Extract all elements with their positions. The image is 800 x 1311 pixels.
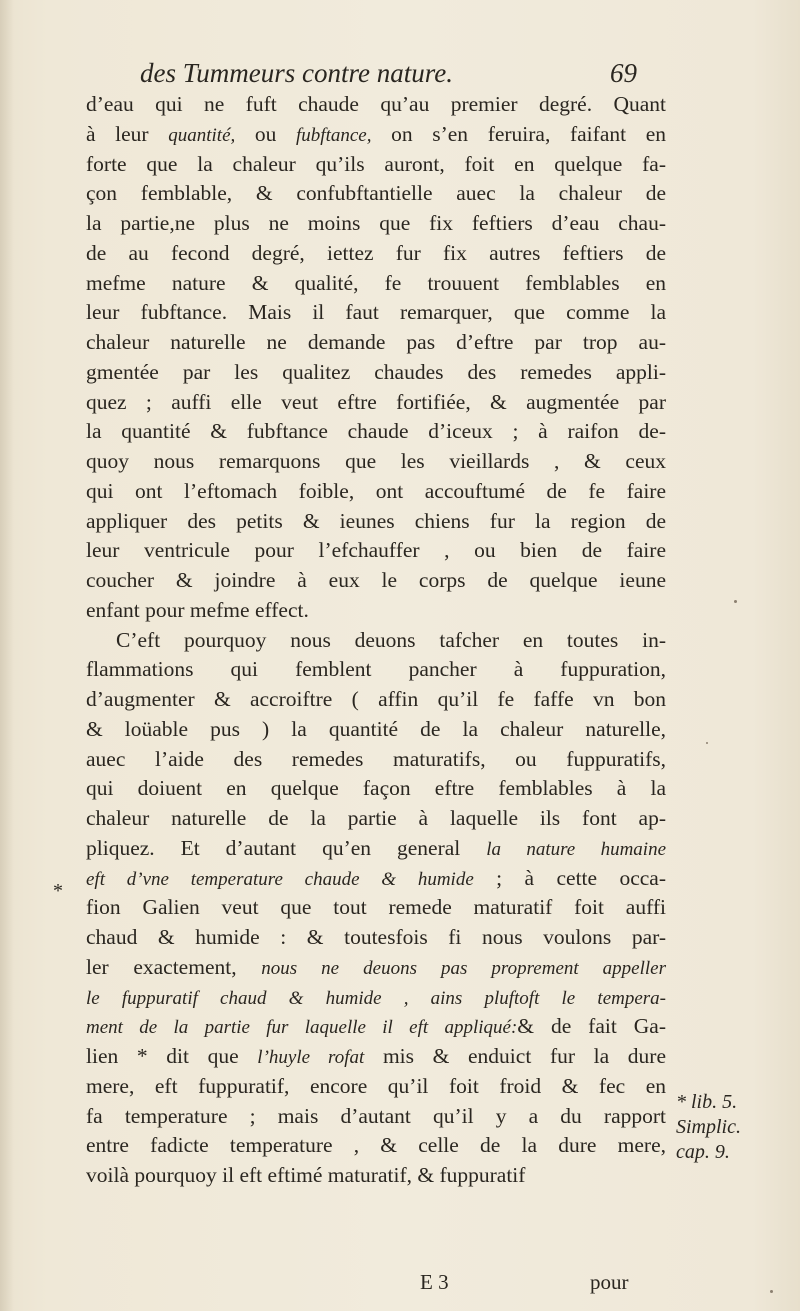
text-line <box>86 566 666 596</box>
italic-phrase: quantité, <box>168 124 236 146</box>
text-line <box>86 90 666 120</box>
margin-note-line: cap. 9. <box>676 1141 730 1163</box>
text-run: qui doiuent en quelque façon eftre femblables à la <box>86 776 666 801</box>
text-run: leur ventricule pour l’efchauffer , ou bien de faire <box>86 538 666 563</box>
text-line <box>86 715 666 745</box>
text-line <box>86 477 666 507</box>
paper-speck <box>770 1290 773 1293</box>
text-run: mere, eft fuppuratif, encore qu’il foit froid & fec en <box>86 1073 666 1098</box>
text-run: & de fait Ga- <box>517 1014 666 1039</box>
text-run: appliquer des petits & ieunes chiens fur la region de <box>86 508 666 533</box>
text-line <box>86 983 666 1013</box>
text-run: de au fecond degré, iettez fur fix autres feftiers de <box>86 240 666 265</box>
text-run: flammations qui femblent pancher à fuppuration, <box>86 657 666 682</box>
text-line <box>86 655 666 685</box>
text-run: enfant pour mefme effect. <box>86 597 309 622</box>
text-line <box>86 745 666 775</box>
text-line <box>86 1012 666 1042</box>
text-run: çon femblable, & confubftantielle auec la chaleur de <box>86 181 666 206</box>
text-line <box>86 864 666 894</box>
text-run: ler exactement, <box>86 954 262 979</box>
text-run: fa temperature ; mais d’autant qu’il y a du rapport <box>86 1103 666 1128</box>
text-line <box>86 507 666 537</box>
text-line <box>86 1072 666 1102</box>
text-run: la quantité & fubftance chaude d’iceux ; à raifon de- <box>86 419 666 444</box>
text-line <box>86 923 666 953</box>
text-run: fion Galien veut que tout remede maturatif foit auffi <box>86 895 666 920</box>
text-run: mefme nature & qualité, fe trouuent femblables en <box>86 270 666 295</box>
text-line <box>86 209 666 239</box>
text-line <box>86 328 666 358</box>
text-run: chaud & humide : & toutesfois fi nous voulons par- <box>86 925 666 949</box>
text-line <box>86 834 666 864</box>
text-run: d’eau qui ne fuft chaude qu’au premier degré. Quant <box>86 92 666 116</box>
text-run: C’eft pourquoy nous deuons tafcher en toutes in- <box>116 627 666 652</box>
text-line <box>86 536 666 566</box>
italic-phrase: eft d’vne temperature chaude & humide <box>86 868 474 890</box>
italic-phrase: la nature humaine <box>486 838 666 860</box>
text-run: entre fadicte temperature , & celle de la dure mere, <box>86 1133 666 1158</box>
text-run: mis & enduict fur la dure <box>364 1044 667 1068</box>
text-run: & loüable pus ) la quantité de la chaleur naturelle, <box>86 716 666 741</box>
page-footer <box>420 1270 660 1300</box>
text-run: forte que la chaleur qu’ils auront, foit en quelque fa- <box>86 151 666 176</box>
text-line <box>86 596 666 626</box>
paper-speck <box>706 742 708 744</box>
text-line <box>86 953 666 983</box>
catchword: pour <box>590 1270 629 1294</box>
text-line <box>86 626 666 656</box>
text-run: pliquez. Et d’autant qu’en general <box>86 835 487 860</box>
text-run: ou <box>235 121 297 146</box>
text-run: auec l’aide des remedes maturatifs, ou fuppuratifs, <box>86 746 666 771</box>
text-line <box>86 150 666 180</box>
text-run: chaleur naturelle de la partie à laquelle ils font ap- <box>86 806 666 830</box>
text-line <box>86 1131 666 1161</box>
text-line <box>86 1102 666 1132</box>
italic-phrase: nous ne deuons pas proprement appeller <box>261 957 666 979</box>
text-run: qui ont l’eftomach foible, ont accouftumé de fe faire <box>86 478 666 503</box>
text-run: lien * dit que <box>86 1044 258 1068</box>
text-line <box>86 417 666 447</box>
text-run: coucher & joindre à eux le corps de quelque ieune <box>86 568 666 592</box>
text-line <box>86 774 666 804</box>
text-line <box>86 388 666 418</box>
text-run: quez ; auffi elle veut eftre fortifiée, & augmentée par <box>86 389 666 414</box>
text-run: ; à cette occa- <box>473 865 666 890</box>
text-run: voilà pourquoy il eft eftimé maturatif, & fuppuratif <box>86 1163 526 1187</box>
text-run: chaleur naturelle ne demande pas d’eftre par trop au- <box>86 330 666 354</box>
body-text <box>86 90 666 1191</box>
margin-note-line: Simplic. <box>676 1116 741 1138</box>
margin-note <box>676 1090 796 1165</box>
text-line <box>86 1042 666 1072</box>
text-line <box>86 447 666 477</box>
text-line <box>86 239 666 269</box>
text-line <box>86 179 666 209</box>
text-run: leur fubftance. Mais il faut remarquer, que comme la <box>86 300 666 325</box>
running-title: des Tummeurs contre nature. <box>140 58 453 88</box>
page-number: 69 <box>610 58 637 88</box>
text-line <box>86 685 666 715</box>
page-edge-shadow <box>0 0 14 1311</box>
text-run: quoy nous remarquons que les vieillards , & ceux <box>86 449 666 473</box>
text-run: gmentée par les qualitez chaudes des remedes appli- <box>86 359 666 384</box>
text-line <box>86 298 666 328</box>
italic-phrase: le fuppuratif chaud & humide , ains pluftoft le tempera- <box>86 987 666 1009</box>
text-line <box>86 893 666 923</box>
text-run: à leur <box>86 121 169 146</box>
text-line <box>86 120 666 150</box>
italic-phrase: ment de la partie fur laquelle il eft appliqué: <box>86 1017 518 1039</box>
text-line <box>86 358 666 388</box>
text-line <box>86 804 666 834</box>
paper-speck <box>734 600 737 603</box>
text-line <box>86 1161 666 1191</box>
margin-note-line: * lib. 5. <box>676 1091 738 1113</box>
italic-phrase: l’huyle rofat <box>257 1047 365 1068</box>
text-run: la partie,ne plus ne moins que fix feftiers d’eau chau- <box>86 211 666 235</box>
margin-marker: * <box>53 880 63 902</box>
text-run: on s’en feruira, faifant en <box>371 121 667 146</box>
italic-phrase: fubftance, <box>296 124 372 146</box>
text-line <box>86 269 666 299</box>
text-run: d’augmenter & accroiftre ( affin qu’il fe faffe vn bon <box>86 687 666 711</box>
signature-mark: E 3 <box>420 1270 449 1294</box>
